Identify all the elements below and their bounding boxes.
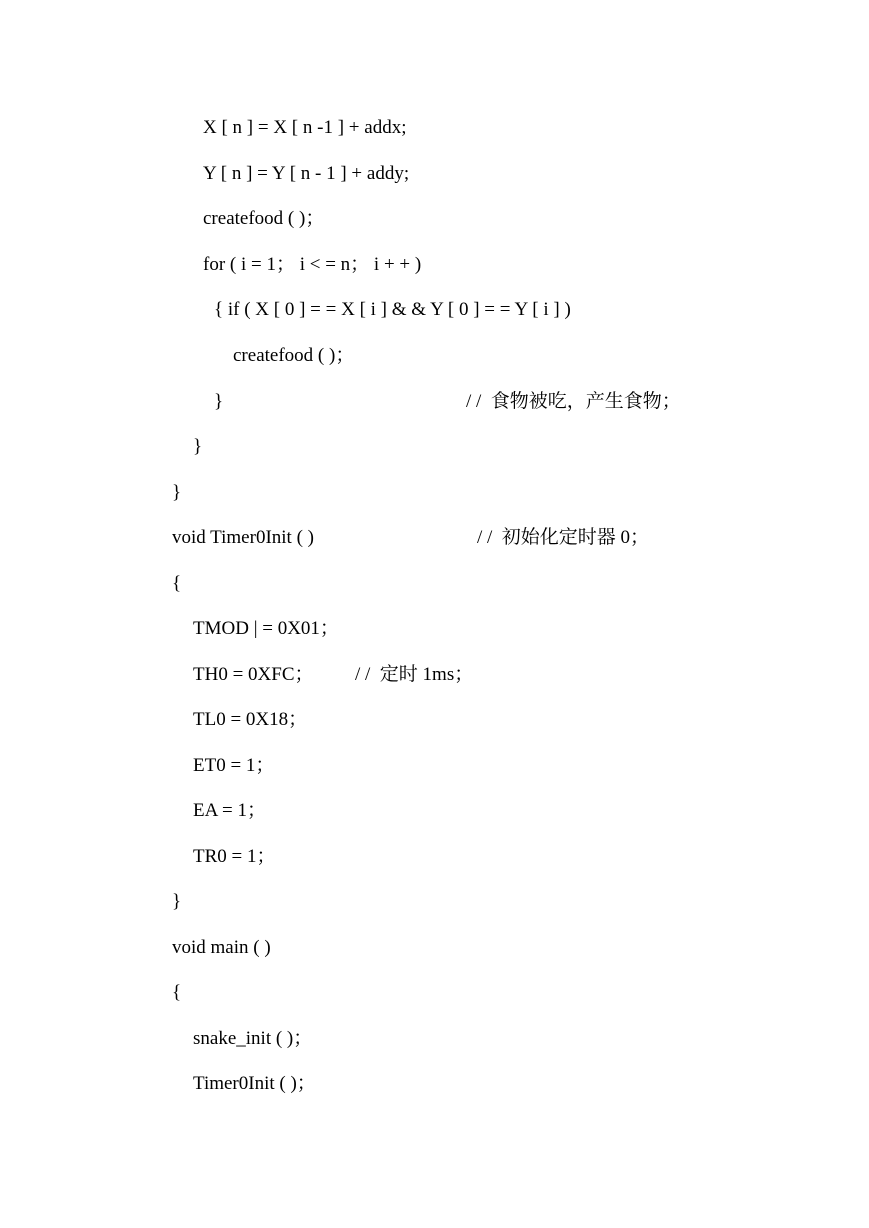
code-line: { if ( X [ 0 ] = = X [ i ] & & Y [ 0 ] = = Y [ i ] ): [214, 299, 571, 320]
code-line: }: [172, 891, 182, 912]
code-line: }: [172, 482, 182, 503]
code-line: TH0 = 0XFC；: [193, 664, 314, 685]
code-line: {: [172, 573, 182, 594]
code-line: EA = 1；: [193, 800, 266, 821]
code-line: TR0 = 1；: [193, 846, 276, 867]
code-comment: / / 定时 1ms；: [355, 664, 474, 685]
code-line: TMOD | = 0X01；: [193, 618, 339, 639]
code-line: X [ n ] = X [ n -1 ] + addx;: [203, 117, 407, 138]
code-line: ET0 = 1；: [193, 755, 275, 776]
code-line: TL0 = 0X18；: [193, 709, 308, 730]
code-line: snake_init ( )；: [193, 1028, 313, 1049]
code-comment: / / 初始化定时器 0；: [477, 527, 650, 548]
code-line: }: [193, 436, 203, 457]
code-line: Timer0Init ( )；: [193, 1073, 316, 1094]
code-line: {: [172, 982, 182, 1003]
code-line: for ( i = 1； i < = n； i + + ): [203, 254, 422, 275]
code-line: void Timer0Init ( ): [172, 527, 314, 548]
code-line: createfood ( )；: [203, 208, 325, 229]
code-comment: / / 食物被吃，产生食物；: [466, 391, 681, 412]
code-line: }: [214, 391, 224, 412]
code-line: createfood ( )；: [233, 345, 355, 366]
code-line: Y [ n ] = Y [ n - 1 ] + addy;: [203, 163, 410, 184]
code-line: void main ( ): [172, 937, 271, 958]
